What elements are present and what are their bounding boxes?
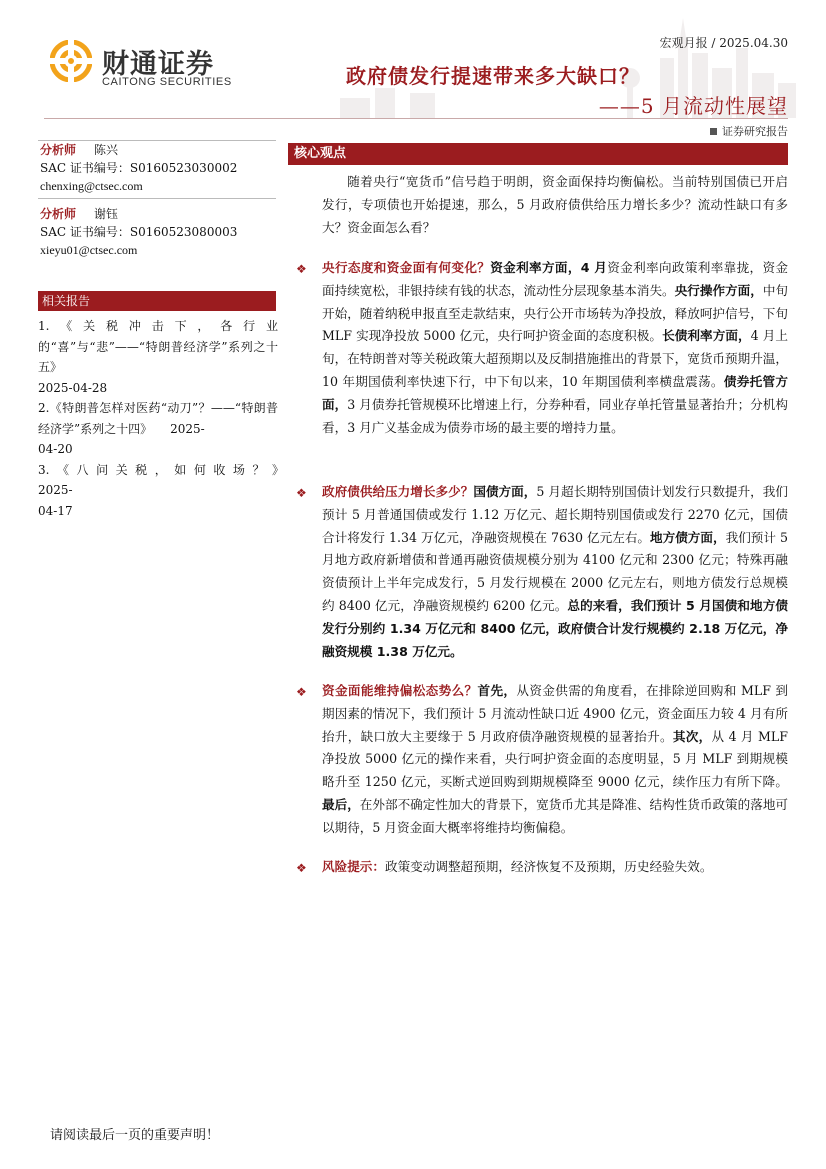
header-divider — [44, 118, 788, 119]
emphasis-text: 总的来看，我们预计 5 月国债和地方债发行分别约 1.34 万亿元和 8400 亿元，政府债合计发行规模约 2.18 万亿元，净融资规模 1.38 万亿元。 — [322, 597, 788, 659]
diamond-bullet-icon: ❖ — [296, 486, 307, 500]
company-logo-icon — [50, 40, 92, 82]
related-report-item[interactable]: 3.《八问关税，如何收场？》 2025- — [38, 462, 339, 497]
related-report-date: 04-20 — [38, 442, 73, 456]
logo-text-cn: 财通证券 — [102, 49, 214, 80]
body-text: 4 月上旬，在特朗普对等关税政策大超预期以及反制措施推出的背景下，宽货币预期升温，10 年期国债利率快速下行，中下旬以来，10 年期国债利率横盘震荡。 — [322, 328, 789, 389]
analyst-name: 陈兴 — [94, 143, 119, 157]
emphasis-text: 其次， — [672, 728, 712, 744]
emphasis-text: 最后， — [322, 796, 360, 812]
intro-paragraph: 随着央行“宽货币”信号趋于明朗，资金面保持均衡偏松。当前特别国债已开启发行，专项债也开始提速，那么，5 月政府债供给压力增长多少？流动性缺口有多大？资金面怎么看？ — [322, 174, 788, 235]
report-type — [710, 123, 788, 139]
body-text: 我们预计 5 月地方政府新增债和普通再融资债规模分别为 4100 亿元和 2300 亿元；特殊再融资债预计上半年完成发行，5 月发行规模在 2000 亿元左右，则地方债发行总规模约 8400 亿元，净融资规模约 6200 亿元。 — [322, 529, 788, 613]
disclaimer-note: 请阅读最后一页的重要声明！ — [50, 1128, 220, 1143]
report-type-label: 证券研究报告 — [722, 125, 788, 138]
emphasis-text: 资金利率方面，4 月 — [490, 260, 608, 275]
related-report-item[interactable]: 1.《关税冲击下，各行业的“喜”与“悲”——“特朗普经济学”系列之十五》 — [38, 319, 278, 374]
report-title: 政府债发行提速带来多大缺口？ — [346, 64, 640, 88]
viewpoint-paragraph — [322, 257, 788, 439]
body-text: 从资金供需的角度看，在排除逆回购和 MLF 到期因素的情况下，我们预计 5 月流动性缺口近 4900 亿元，资金面压力较 4 月有所抬升，缺口放大主要缘于 5 月政府债净融资规模的显著抬升。 — [322, 683, 788, 744]
viewpoint-heading: 政府债供给压力增长多少？ — [322, 484, 474, 499]
analyst-sac: SAC 证书编号：S0160523080003 — [40, 225, 238, 239]
square-bullet-icon — [710, 128, 717, 135]
risk-paragraph — [322, 856, 788, 879]
related-report-date: 2025-04-28 — [38, 380, 108, 395]
viewpoint-heading: 央行态度和资金面有何变化？ — [322, 260, 491, 275]
emphasis-text: 债券托管方面， — [322, 373, 788, 412]
emphasis-text: 首先， — [477, 683, 517, 698]
analyst-divider — [38, 198, 276, 199]
body-text: 在外部不确定性加大的背景下，宽货币尤其是降准、结构性货币政策的落地可以期待，5 月资金面大概率将维持均衡偏稳。 — [322, 796, 789, 835]
analyst-role: 分析师 — [40, 207, 77, 221]
analyst-email[interactable]: chenxing@ctsec.com — [40, 179, 143, 193]
report-date-line: 宏观月报 / 2025.04.30 — [659, 36, 788, 50]
related-reports-header: 相关报告 — [38, 291, 276, 311]
body-text: 中旬开始，随着纳税申报直至走款结束，央行公开市场转为净投放，释放呵护信号，下旬 MLF 实现净投放 5000 亿元，央行呵护资金面的态度积极。 — [322, 282, 789, 344]
body-text: 资金利率向政策利率靠拢，资金面持续宽松，非银持续有钱的状态，流动性分层现象基本消失。 — [322, 260, 788, 298]
body-text: 5 月超长期特别国债计划发行只数提升，我们预计 5 月普通国债或发行 1.12 万亿元、超长期特别国债或发行 2270 亿元，国债合计将发行 1.34 万亿元，净融资规模在 7630 亿元左右。 — [322, 484, 789, 545]
diamond-bullet-icon: ❖ — [296, 861, 307, 875]
viewpoint-heading: 资金面能维持偏松态势么？ — [322, 683, 478, 698]
body-text: 从 4 月 MLF 净投放 5000 亿元的操作来看，央行呵护资金面的态度明显，5 月 MLF 到期规模略升至 1250 亿元，买断式逆回购到期规模降至 9000 亿元，续作压力有所下降。 — [322, 728, 788, 790]
emphasis-text: 长债利率方面， — [662, 328, 751, 344]
viewpoint-paragraph — [322, 680, 788, 840]
emphasis-text: 地方债方面， — [650, 529, 726, 545]
diamond-bullet-icon: ❖ — [296, 685, 307, 699]
related-reports-list — [38, 316, 339, 521]
analyst-role: 分析师 — [40, 143, 77, 157]
logo-text-en: CAITONG SECURITIES — [102, 76, 232, 88]
related-report-item[interactable]: 2.《特朗普怎样对医药“动刀”？——“特朗普经济学”系列之十四》 2025- — [38, 401, 278, 436]
viewpoint-paragraph — [322, 481, 788, 663]
related-report-date: 04-17 — [38, 503, 73, 518]
analyst-block — [40, 141, 280, 195]
analyst-email[interactable]: xieyu01@ctsec.com — [40, 243, 138, 257]
analyst-sac: SAC 证书编号：S0160523030002 — [40, 161, 238, 175]
risk-heading: 风险提示： — [322, 859, 385, 874]
core-viewpoints-header: 核心观点 — [288, 143, 788, 165]
report-subtitle: ——5 月流动性展望 — [598, 94, 788, 118]
diamond-bullet-icon: ❖ — [296, 262, 307, 276]
emphasis-text: 国债方面， — [473, 484, 537, 499]
emphasis-text: 央行操作方面， — [674, 282, 763, 298]
body-text: 政策变动调整超预期，经济恢复不及预期，历史经验失效。 — [384, 859, 713, 874]
analyst-name: 谢钰 — [94, 207, 119, 221]
analyst-block — [40, 205, 280, 259]
body-text: 3 月债券托管规模环比增速上行，分券种看，同业存单托管量显著抬升；分机构看，3 月广义基金成为债券市场的最主要的增持力量。 — [322, 396, 788, 435]
